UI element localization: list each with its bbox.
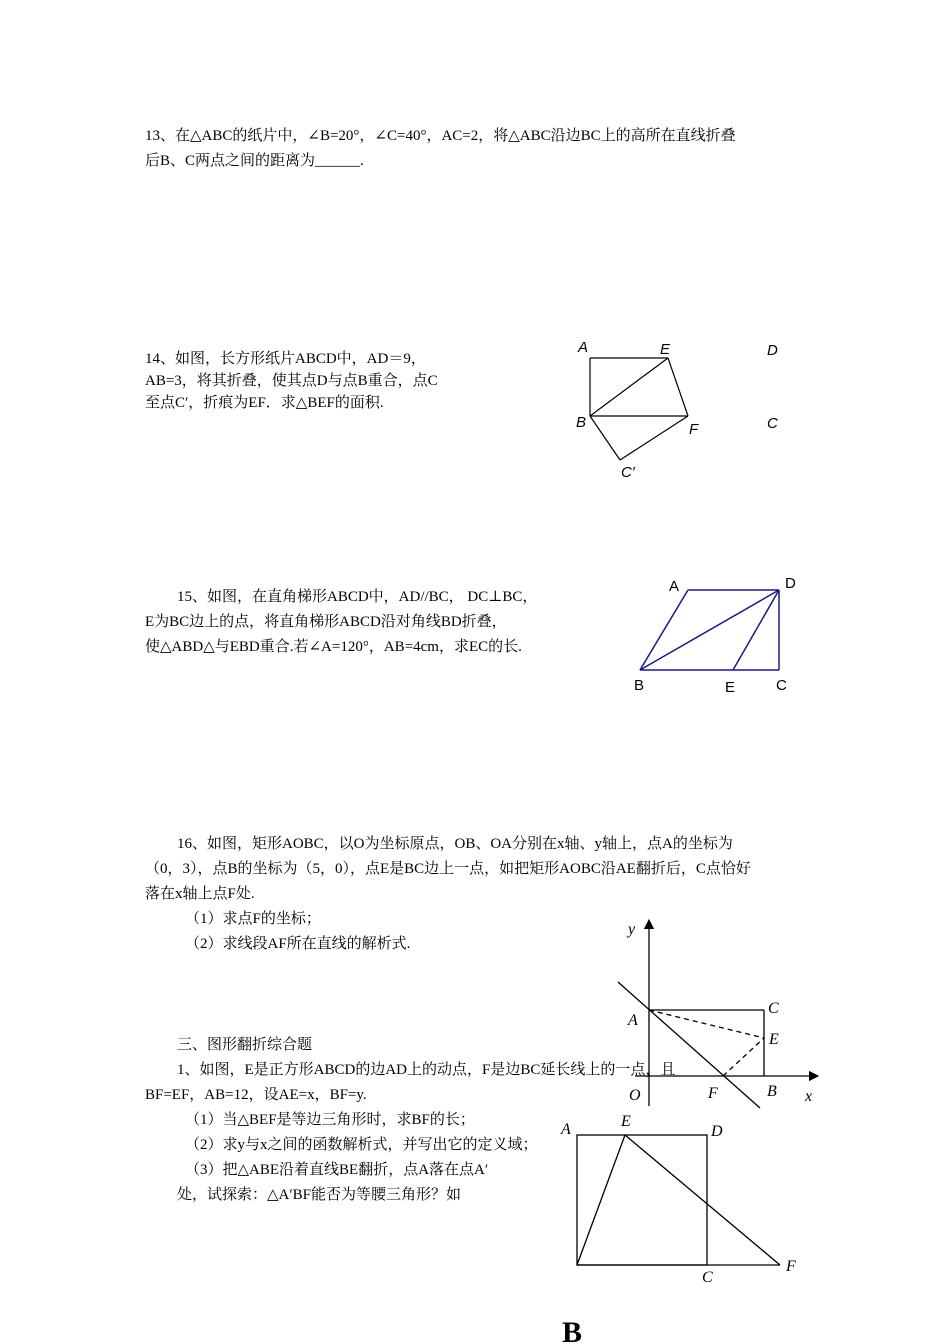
s3-q1-line-1: 1、如图，E是正方形ABCD的边AD上的动点，F是边BC延长线上的一点，且: [177, 1062, 676, 1078]
q14-label-b: B: [576, 414, 587, 431]
q14-line-1: 14、如图，长方形纸片ABCD中，AD＝9，: [145, 351, 426, 367]
page-bottom-letter-b: B: [562, 1316, 583, 1344]
q15-label-d: D: [785, 575, 796, 592]
q14-label-e: E: [660, 341, 671, 358]
q13-line-2: 后B、C两点之间的距离为______.: [145, 153, 364, 169]
q16-line-2: （0，3），点B的坐标为（5，0），点E是BC边上一点，如把矩形AOBC沿AE翻折后，C点恰好: [145, 861, 751, 877]
q15-label-c: C: [776, 677, 787, 694]
q16-line-3: 落在x轴上点F处.: [145, 886, 255, 902]
q14-label-a: A: [578, 339, 589, 356]
q16-label-f: F: [708, 1085, 718, 1102]
q14-label-c: C: [767, 415, 778, 432]
s3-q1-sub-3: （3）把△ABE沿着直线BE翻折，点A落在点A′: [185, 1162, 489, 1178]
q15-line-1: 15、如图，在直角梯形ABCD中，AD//BC， DC⊥BC，: [177, 589, 538, 605]
s3-q1-sub-1: （1）当△BEF是等边三角形时，求BF的长；: [185, 1112, 475, 1128]
q14-figure: [570, 330, 810, 490]
q16-sub-1: （1）求点F的坐标；: [185, 911, 321, 927]
q14-label-c-prime: C′: [621, 464, 635, 481]
s3-q1-sub-2: （2）求y与x之间的函数解析式，并写出它的定义域；: [185, 1137, 538, 1153]
q15-label-a: A: [669, 578, 680, 595]
q14-line-2: AB=3，将其折叠，使其点D与点B重合，点C: [145, 373, 438, 389]
q16-label-y: y: [628, 921, 636, 938]
q14-label-f: F: [689, 421, 699, 438]
section-3-title: 三、图形翻折综合题: [177, 1037, 313, 1053]
s3-q1-line-2: BF=EF，AB=12，设AE=x，BF=y.: [145, 1087, 367, 1103]
q16-label-a: A: [628, 1012, 638, 1029]
q16-label-c: C: [768, 1000, 779, 1017]
q16-label-b: B: [767, 1083, 777, 1100]
q16-sub-2: （2）求线段AF所在直线的解析式.: [185, 936, 411, 952]
q15-label-e: E: [725, 679, 736, 696]
s3-label-c: C: [702, 1269, 713, 1286]
q16-line-1: 16、如图，矩形AOBC，以O为坐标原点，OB、OA分别在x轴、y轴上，点A的坐标为: [177, 836, 733, 852]
q16-label-x: x: [805, 1088, 813, 1105]
question-15: [145, 585, 537, 660]
s3-label-e: E: [621, 1113, 631, 1130]
s3-label-f: F: [786, 1258, 796, 1275]
q16-label-e: E: [769, 1031, 779, 1048]
q16-label-o: O: [629, 1087, 641, 1104]
q15-label-b: B: [634, 677, 645, 694]
q14-line-3: 至点C′，折痕为EF．求△BEF的面积.: [145, 395, 384, 411]
q15-figure: [630, 570, 810, 700]
s3-q1-figure: [555, 1110, 805, 1290]
question-13: [145, 124, 736, 174]
s3-label-d: D: [711, 1123, 723, 1140]
s3-q1-sub-4: 处，试探索：△A′BF能否为等腰三角形？如: [177, 1187, 461, 1203]
q14-label-d: D: [767, 342, 778, 359]
question-14: [145, 348, 438, 414]
q13-line-1: 13、在△ABC的纸片中，∠B=20°，∠C=40°，AC=2，将△ABC沿边BC上的高所在直线折叠: [145, 128, 736, 144]
s3-label-a: A: [561, 1121, 571, 1138]
q15-line-2: E为BC边上的点，将直角梯形ABCD沿对角线BD折叠，: [145, 614, 507, 630]
q15-line-3: 使△ABD△与EBD重合.若∠A=120°，AB=4cm，求EC的长.: [145, 639, 522, 655]
